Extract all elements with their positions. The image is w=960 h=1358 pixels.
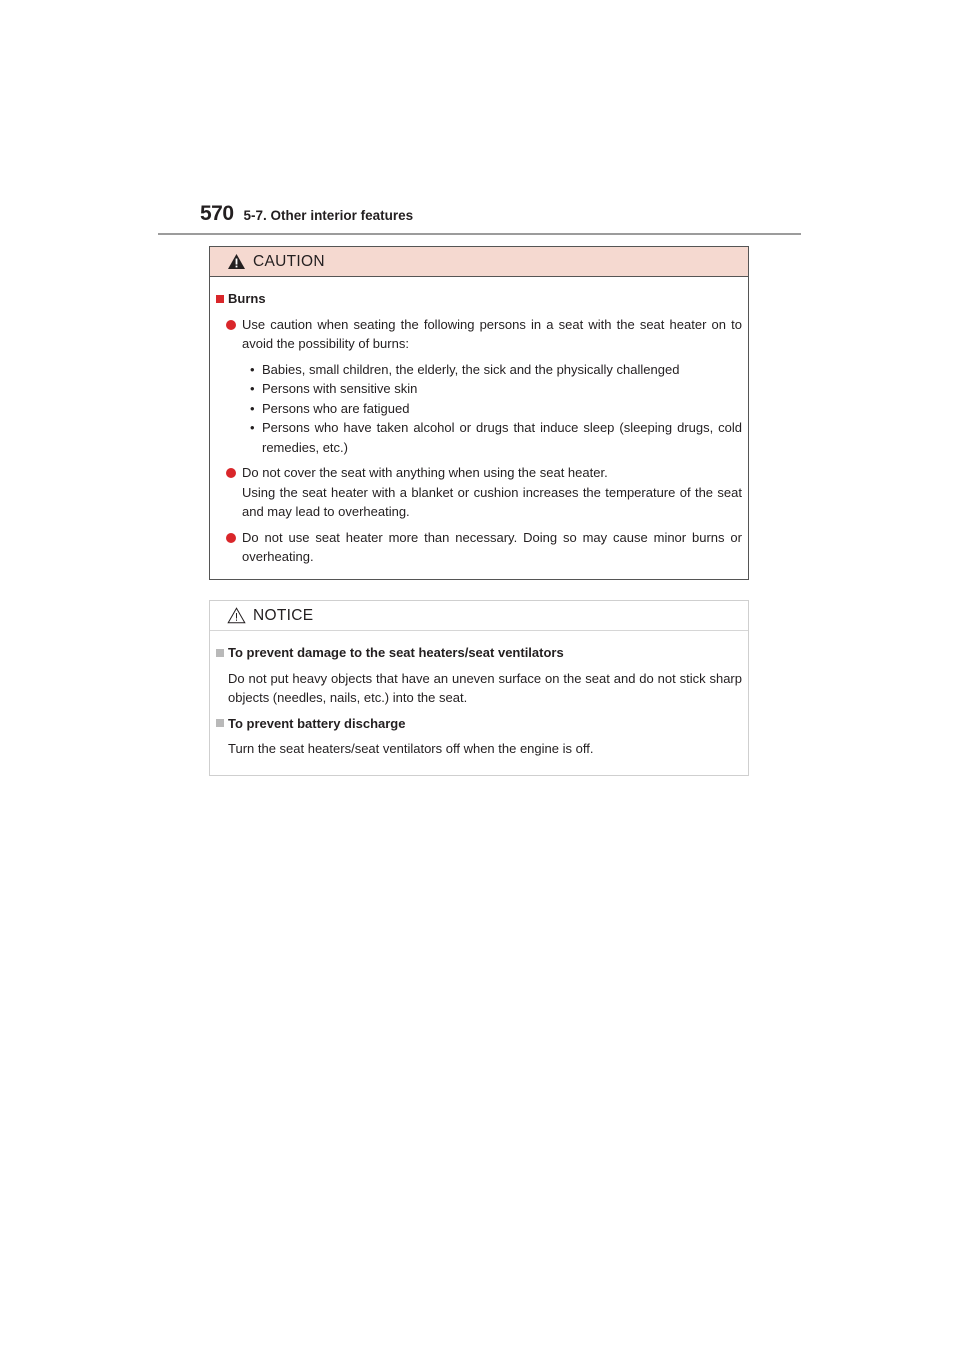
sub-item-text: Persons with sensitive skin bbox=[262, 381, 418, 396]
notice-header bbox=[210, 601, 748, 631]
red-bullet-icon bbox=[226, 320, 236, 330]
caution-heading bbox=[216, 289, 742, 309]
sub-list-item bbox=[250, 418, 742, 457]
red-bullet-icon bbox=[226, 468, 236, 478]
red-square-icon bbox=[216, 295, 224, 303]
notice-body bbox=[210, 631, 748, 759]
sub-item-text: Persons who have taken alcohol or drugs that induce sleep (sleeping drugs, cold remedies, etc.) bbox=[262, 420, 742, 455]
sub-list-item bbox=[250, 360, 742, 380]
notice-paragraph: Do not put heavy objects that have an uneven surface on the seat and do not stick sharp objects (needles, nails, etc.) into the seat. bbox=[228, 670, 742, 705]
notice-heading-text: To prevent damage to the seat heaters/seat ventilators bbox=[228, 645, 564, 660]
bullet-text: Use caution when seating the following persons in a seat with the seat heater on to avoid the possibility of burns: bbox=[242, 316, 742, 351]
dot-marker-icon: • bbox=[250, 420, 255, 435]
bullet-text-continued: Using the seat heater with a blanket or cushion increases the temperature of the seat and may lead to overheating. bbox=[242, 484, 742, 519]
bullet-text: Do not use seat heater more than necessary. Doing so may cause minor burns or overheating. bbox=[242, 529, 742, 564]
caution-body bbox=[210, 277, 748, 567]
red-bullet-icon bbox=[226, 533, 236, 543]
dot-marker-icon: • bbox=[250, 361, 255, 377]
caution-title: CAUTION bbox=[253, 252, 325, 270]
dot-marker-icon: • bbox=[250, 381, 255, 396]
notice-heading bbox=[216, 643, 742, 663]
gray-square-icon bbox=[216, 719, 224, 727]
gray-square-icon bbox=[216, 649, 224, 657]
sub-item-text: Babies, small children, the elderly, the sick and the physically challenged bbox=[262, 361, 680, 377]
sub-list-item bbox=[250, 399, 742, 419]
notice-title: NOTICE bbox=[253, 606, 314, 624]
notice-heading bbox=[216, 714, 742, 734]
header-rule bbox=[158, 233, 801, 235]
list-item bbox=[216, 463, 742, 522]
bullet-text: Do not cover the seat with anything when using the seat heater. bbox=[242, 465, 608, 480]
page-number: 570 bbox=[200, 202, 234, 225]
sub-item-text: Persons who are fatigued bbox=[262, 400, 410, 416]
list-item bbox=[216, 315, 742, 354]
caution-box bbox=[209, 246, 749, 580]
list-item bbox=[216, 528, 742, 567]
sub-list-item bbox=[250, 379, 742, 399]
caution-header bbox=[210, 247, 748, 277]
section-title: 5-7. Other interior features bbox=[243, 208, 414, 223]
notice-heading-text: To prevent battery discharge bbox=[228, 715, 406, 731]
warning-icon bbox=[227, 253, 246, 270]
notice-paragraph: Turn the seat heaters/seat ventilators off when the engine is off. bbox=[228, 741, 594, 756]
page-header bbox=[200, 202, 413, 232]
sub-list bbox=[216, 360, 742, 458]
caution-heading-text: Burns bbox=[228, 291, 266, 306]
notice-warning-icon bbox=[227, 607, 246, 624]
dot-marker-icon: • bbox=[250, 400, 255, 416]
notice-box bbox=[209, 600, 749, 776]
